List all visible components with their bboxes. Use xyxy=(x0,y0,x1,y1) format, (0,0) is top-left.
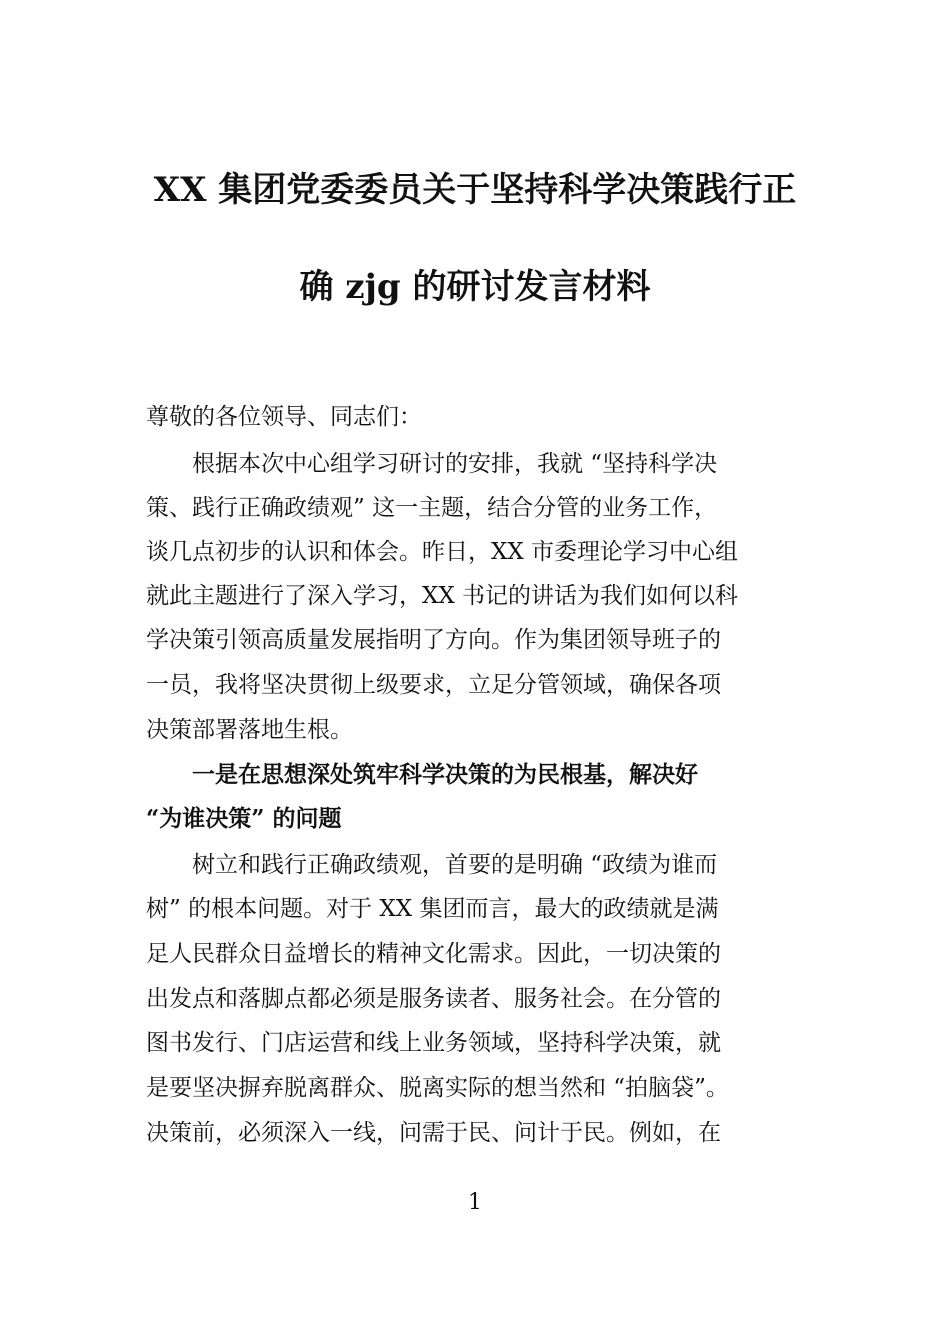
body-line: 一员，我将坚决贯彻上级要求，立足分管领域，确保各项 xyxy=(146,672,721,698)
body-line: 树” 的根本问题。对于 XX 集团而言，最大的政绩就是满 xyxy=(146,896,719,922)
section-heading-line: “为谁决策” 的问题 xyxy=(146,805,342,832)
page-number: 1 xyxy=(468,1190,482,1215)
section-heading-line: 一是在思想深处筑牢科学决策的为民根基，解决好 xyxy=(146,761,698,788)
body-line: 树立和践行正确政绩观，首要的是明确 “政绩为谁而 xyxy=(146,852,718,878)
body-line: 图书发行、门店运营和线上业务领域，坚持科学决策，就 xyxy=(146,1030,721,1056)
body-line: 决策前，必须深入一线，问需于民、问计于民。例如，在 xyxy=(146,1120,721,1146)
body-line: 决策部署落地生根。 xyxy=(146,717,353,743)
body-line: 是要坚决摒弃脱离群众、脱离实际的想当然和 “拍脑袋”。 xyxy=(146,1075,729,1101)
body-line: 足人民群众日益增长的精神文化需求。因此，一切决策的 xyxy=(146,941,721,967)
body-line: 出发点和落脚点都必须是服务读者、服务社会。在分管的 xyxy=(146,986,721,1012)
body-line: 学决策引领高质量发展指明了方向。作为集团领导班子的 xyxy=(146,627,721,653)
body-line: 策、践行正确政绩观” 这一主题，结合分管的业务工作， xyxy=(146,495,718,521)
body-line: 谈几点初步的认识和体会。昨日，XX 市委理论学习中心组 xyxy=(146,539,739,565)
salutation: 尊敬的各位领导、同志们： xyxy=(146,404,422,430)
body-line: 根据本次中心组学习研讨的安排，我就 “坚持科学决 xyxy=(146,451,718,477)
document-title-line-2: 确 zjg 的研讨发言材料 xyxy=(299,267,651,307)
document-title-line-1: XX 集团党委委员关于坚持科学决策践行正 xyxy=(153,170,797,210)
body-line: 就此主题进行了深入学习，XX 书记的讲话为我们如何以科 xyxy=(146,583,739,609)
